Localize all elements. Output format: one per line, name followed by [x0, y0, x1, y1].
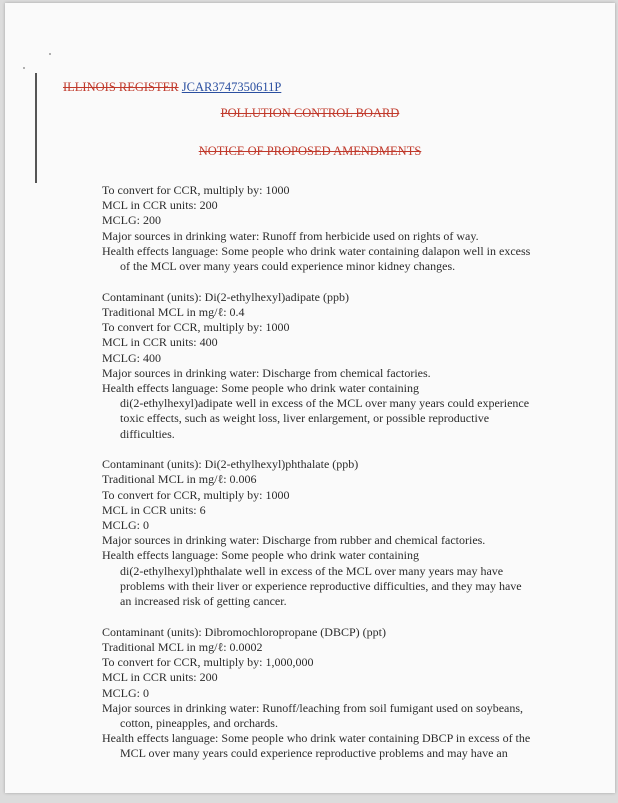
text-line: problems with their liver or experience reproductive difficulties, and they may have: [120, 578, 522, 593]
text-line: MCLG: 0: [102, 685, 150, 700]
text-line: MCLG: 200: [102, 213, 162, 228]
text-line: Contaminant (units): Di(2-ethylhexyl)adipate (ppb): [102, 289, 349, 304]
text-line: an increased risk of getting cancer.: [120, 594, 287, 609]
text-line: Health effects language: Some people who drink water containing: [102, 380, 420, 395]
text-line: of the MCL over many years could experience minor kidney changes.: [120, 259, 456, 274]
text-line: MCL over many years could experience reproductive problems and may have an: [120, 746, 508, 761]
text-line: di(2-ethylhexyl)adipate well in excess of the MCL over many years could experience: [120, 396, 530, 411]
contaminant-block: [102, 457, 572, 609]
board-title: POLLUTION CONTROL BOARD: [220, 106, 400, 120]
contaminant-block: [102, 625, 572, 762]
text-line: MCL in CCR units: 200: [102, 198, 218, 213]
text-line: Health effects language: Some people who drink water containing: [102, 548, 420, 563]
text-line: di(2-ethylhexyl)phthalate well in excess of the MCL over many years may have: [120, 563, 504, 578]
text-line: Major sources in drinking water: Runoff/leaching from soil fumigant used on soybeans,: [102, 700, 524, 715]
text-line: Health effects language: Some people who drink water containing dalapon well in excess: [102, 243, 531, 258]
text-line: Major sources in drinking water: Runoff from herbicide used on rights of way.: [102, 228, 479, 243]
text-line: MCL in CCR units: 6: [102, 502, 206, 517]
text-line: toxic effects, such as weight loss, liver enlargement, or possible reproductive: [120, 411, 490, 426]
text-line: To convert for CCR, multiply by: 1000: [102, 487, 290, 502]
margin-revision-bar: [35, 73, 37, 183]
document-body: [102, 183, 572, 777]
text-line: cotton, pineapples, and orchards.: [120, 716, 278, 730]
register-label: ILLINOIS REGISTER: [63, 80, 179, 94]
contaminant-block: [102, 290, 572, 442]
text-line: Traditional MCL in mg/ℓ: 0.4: [102, 304, 245, 319]
register-header: [63, 80, 281, 95]
text-line: MCL in CCR units: 200: [102, 670, 218, 685]
text-line: Major sources in drinking water: Discharge from rubber and chemical factories.: [102, 533, 486, 548]
scan-speck: [23, 67, 25, 69]
document-page: [5, 3, 615, 793]
text-line: MCLG: 0: [102, 518, 150, 533]
jcar-code-link[interactable]: JCAR3747350611P: [181, 80, 282, 94]
scan-speck: [49, 53, 51, 55]
text-line: Traditional MCL in mg/ℓ: 0.0002: [102, 639, 263, 654]
text-line: To convert for CCR, multiply by: 1000: [102, 320, 290, 335]
text-line: MCLG: 400: [102, 350, 162, 365]
text-line: To convert for CCR, multiply by: 1000: [102, 183, 290, 197]
text-line: Contaminant (units): Di(2-ethylhexyl)phthalate (ppb): [102, 457, 359, 472]
contaminant-block: [102, 183, 572, 274]
text-line: Contaminant (units): Dibromochloropropane (DBCP) (ppt): [102, 624, 386, 639]
text-line: Health effects language: Some people who drink water containing DBCP in excess of the: [102, 731, 531, 746]
notice-title: NOTICE OF PROPOSED AMENDMENTS: [198, 144, 422, 158]
text-line: Traditional MCL in mg/ℓ: 0.006: [102, 472, 257, 487]
text-line: difficulties.: [120, 426, 175, 441]
text-line: To convert for CCR, multiply by: 1,000,000: [102, 655, 314, 670]
text-line: Major sources in drinking water: Discharge from chemical factories.: [102, 365, 431, 380]
text-line: MCL in CCR units: 400: [102, 335, 218, 350]
